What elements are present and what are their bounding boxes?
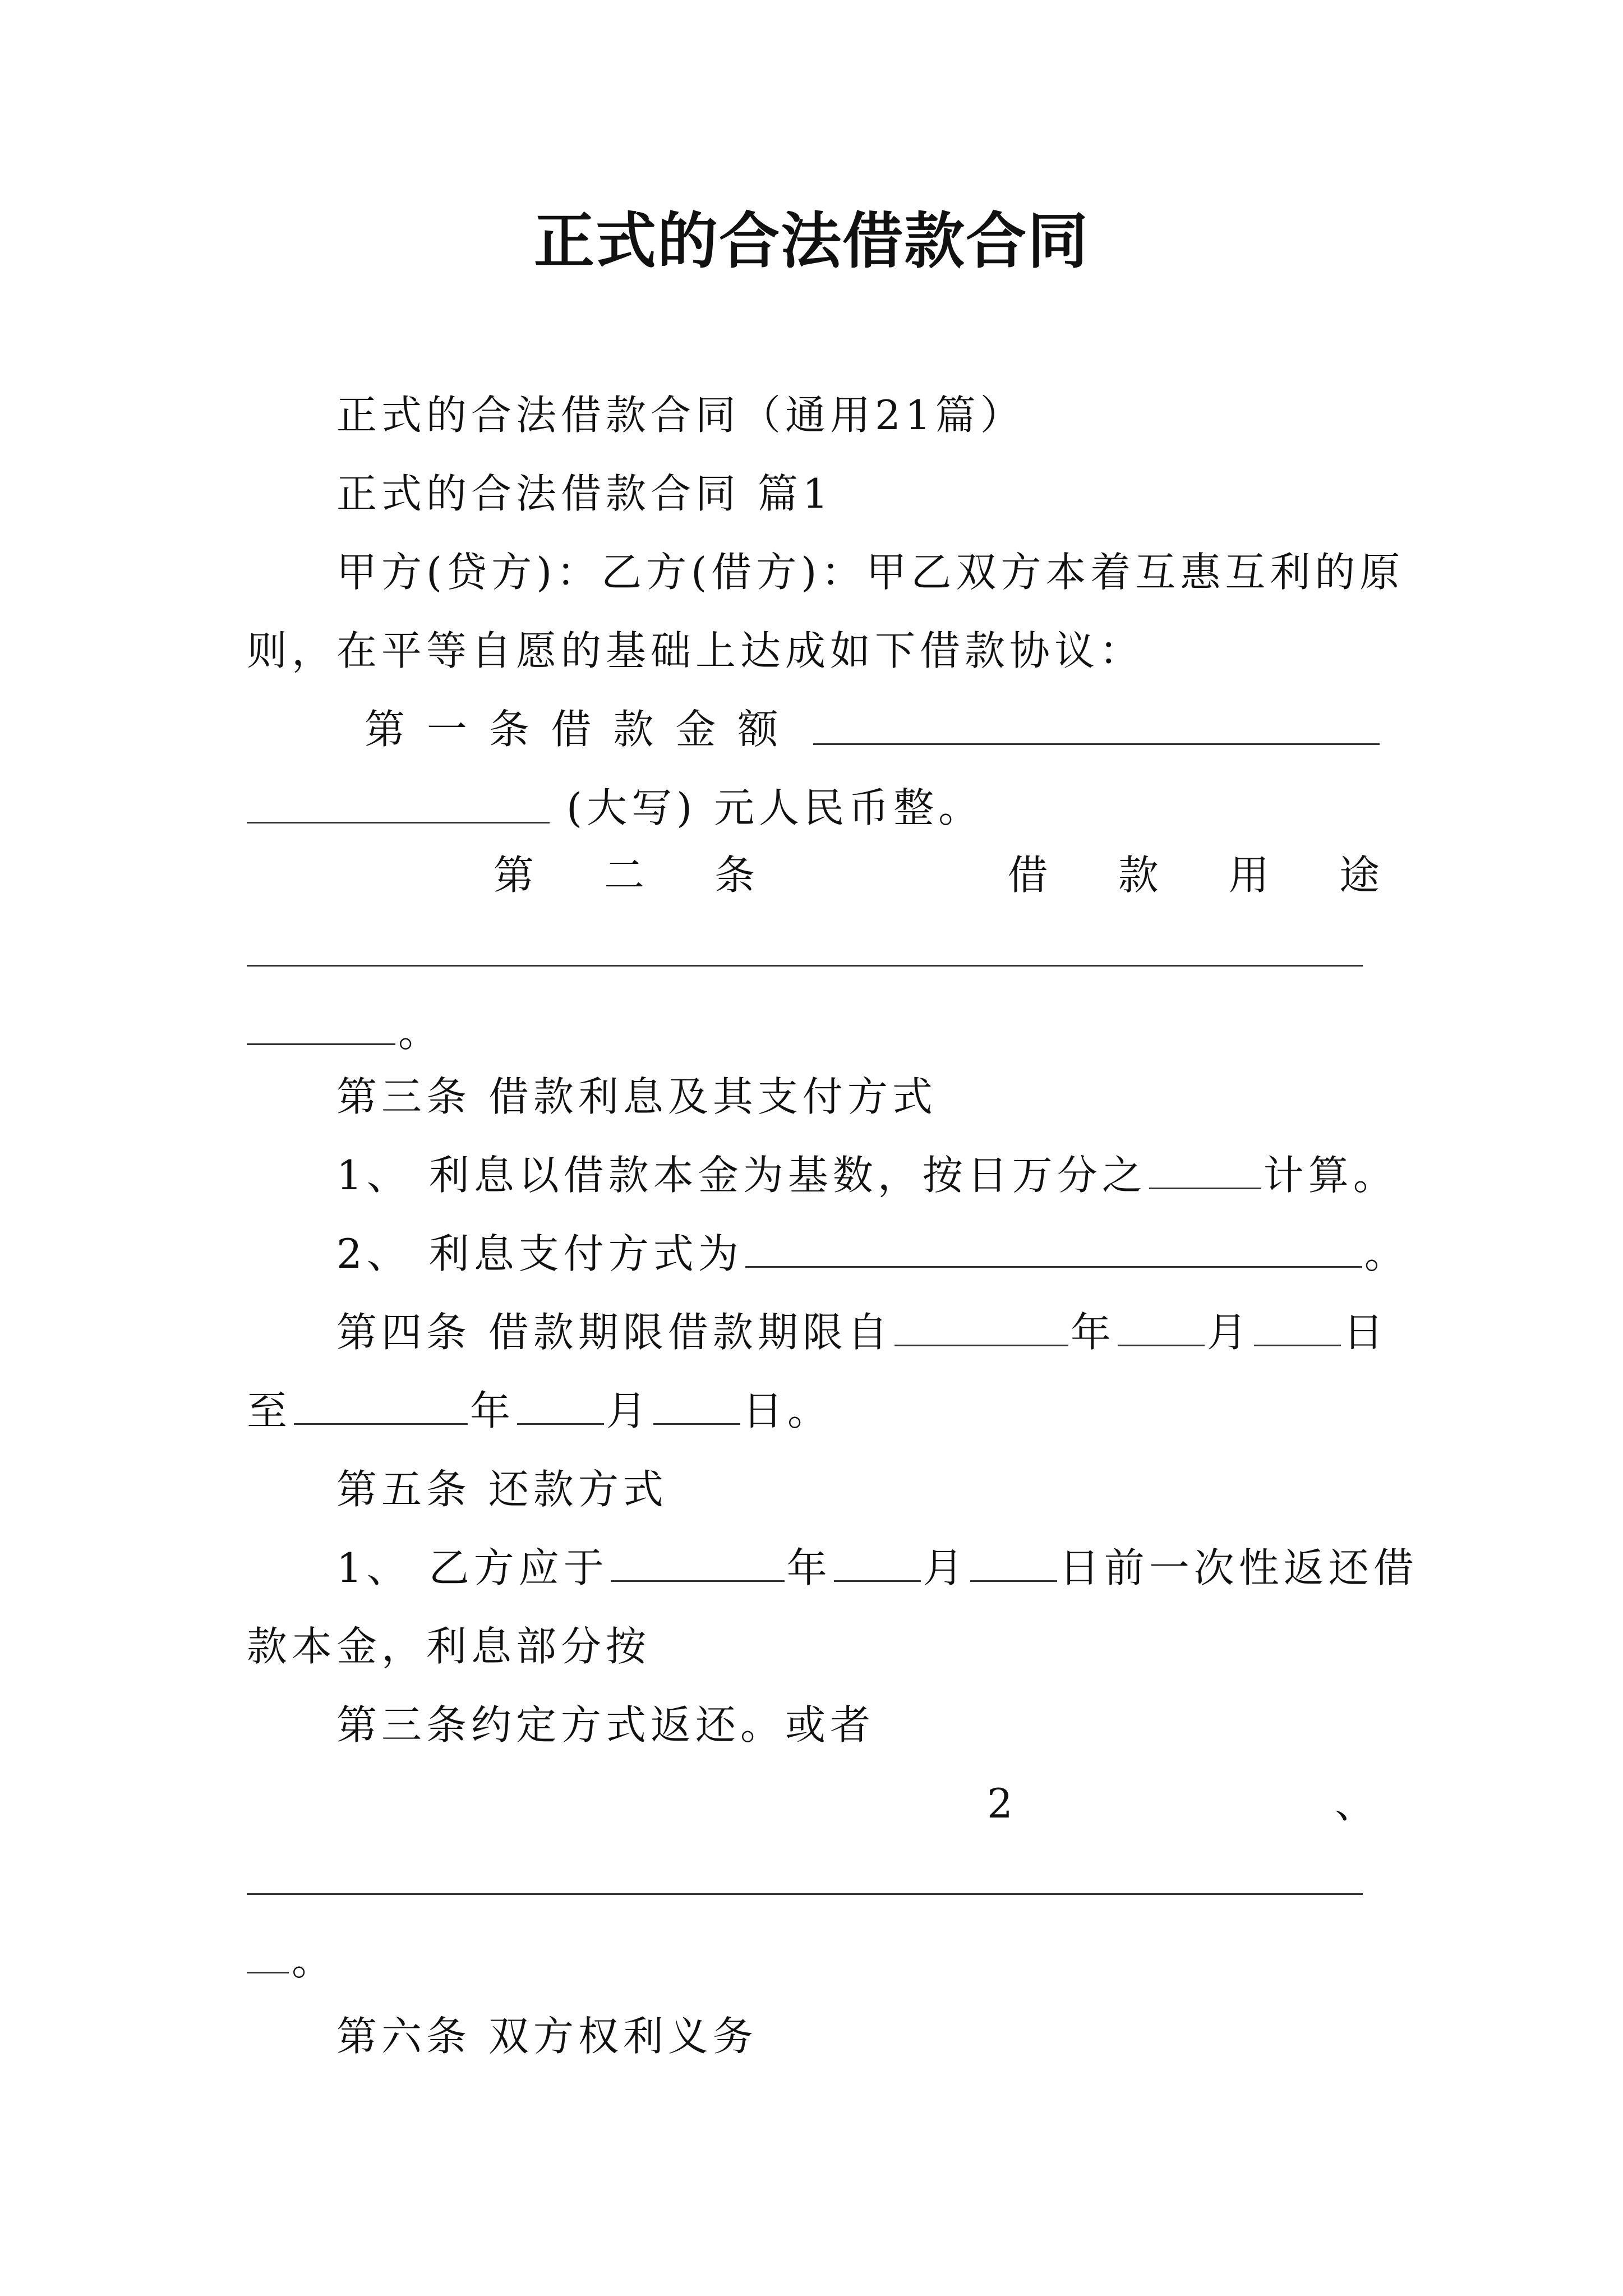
article-4-line-2 bbox=[247, 1383, 832, 1439]
end-year-label: 年 bbox=[470, 1387, 515, 1434]
year-blank bbox=[895, 1304, 1068, 1346]
article-5-item-2-mark: 、 bbox=[1335, 1780, 1380, 1827]
article-4-line-1 bbox=[336, 1304, 1388, 1360]
article-5-item-1-end: 日前一次性返还借 bbox=[1059, 1544, 1418, 1591]
article-2-char: 途 bbox=[1339, 852, 1380, 899]
year-label: 年 bbox=[1070, 1309, 1115, 1356]
day-blank bbox=[1254, 1304, 1341, 1346]
article-3-item-1-text: 1、 利息以借款本金为基数，按日万分之 bbox=[336, 1152, 1147, 1199]
article-5-item-2-blank bbox=[247, 1893, 1363, 1895]
end-day-label: 日。 bbox=[743, 1387, 833, 1434]
end-month-blank bbox=[517, 1383, 604, 1425]
article-5-heading: 第五条 还款方式 bbox=[336, 1466, 668, 1513]
article-2-char: 用 bbox=[1228, 852, 1269, 899]
article-2-char: 二 bbox=[604, 852, 645, 899]
article-3-item-1 bbox=[336, 1147, 1398, 1203]
article-5-line-3: 第三条约定方式返还。或者 bbox=[336, 1701, 875, 1749]
day-label: 日 bbox=[1343, 1309, 1388, 1356]
repay-month-blank bbox=[834, 1540, 921, 1582]
article-3-item-1-blank bbox=[1149, 1147, 1261, 1189]
intro-line-2: 则，在平等自愿的基础上达成如下借款协议： bbox=[247, 627, 1145, 674]
end-day-blank bbox=[653, 1383, 740, 1425]
month-label: 月 bbox=[1206, 1309, 1252, 1356]
article-2-char: 借 bbox=[1007, 852, 1048, 899]
article-2-char: 第 bbox=[494, 852, 534, 899]
end-month-label: 月 bbox=[606, 1387, 652, 1434]
end-year-blank bbox=[294, 1383, 468, 1425]
article-2-end: 。 bbox=[398, 1009, 444, 1056]
article-1-label: 第 一 条 借 款 金 额 bbox=[365, 706, 783, 753]
article-2-char: 款 bbox=[1118, 852, 1159, 899]
article-2-gap bbox=[825, 847, 937, 903]
article-3-item-1-end: 计算。 bbox=[1263, 1152, 1398, 1199]
article-1-blank-2 bbox=[247, 822, 550, 823]
section-heading: 正式的合法借款合同 篇1 bbox=[336, 470, 833, 517]
repay-year-label: 年 bbox=[786, 1544, 832, 1591]
article-5-item-2-number: 2 bbox=[987, 1780, 1017, 1827]
repay-day-blank bbox=[970, 1540, 1057, 1582]
article-3-item-2-end: 。 bbox=[1364, 1230, 1409, 1277]
document-subtitle: 正式的合法借款合同（通用21篇） bbox=[336, 392, 1025, 439]
article-3-item-2-blank bbox=[745, 1226, 1362, 1268]
repay-month-label: 月 bbox=[923, 1544, 968, 1591]
article-3-item-2-text: 2、 利息支付方式为 bbox=[336, 1230, 743, 1277]
intro-line-1: 甲方(贷方)：乙方(借方)：甲乙双方本着互惠互利的原 bbox=[336, 549, 1405, 596]
article-1-tail: (大写) 元人民币整。 bbox=[566, 784, 984, 831]
repay-year-blank bbox=[611, 1540, 785, 1582]
article-4-text: 第四条 借款期限借款期限自 bbox=[336, 1309, 892, 1356]
document-title: 正式的合法借款合同 bbox=[533, 206, 1089, 277]
article-3-item-2 bbox=[336, 1226, 1409, 1282]
article-4-to: 至 bbox=[247, 1387, 292, 1434]
article-5-item-1 bbox=[336, 1540, 1418, 1596]
month-blank bbox=[1118, 1304, 1205, 1346]
article-5-line-2: 款本金，利息部分按 bbox=[247, 1623, 651, 1670]
article-1-blank bbox=[813, 743, 1380, 745]
article-5-item-1-text: 1、 乙方应于 bbox=[336, 1544, 608, 1591]
article-5-item-2-end: 。 bbox=[292, 1937, 337, 1984]
article-2-blank-2 bbox=[247, 1043, 395, 1045]
article-2-char: 条 bbox=[714, 852, 755, 899]
article-5-item-2-blank-2 bbox=[247, 1972, 289, 1973]
article-3-heading: 第三条 借款利息及其支付方式 bbox=[336, 1073, 937, 1120]
article-6-heading: 第六条 双方权利义务 bbox=[336, 2013, 758, 2060]
article-2-blank bbox=[247, 965, 1363, 967]
article-2-heading bbox=[494, 847, 1380, 903]
